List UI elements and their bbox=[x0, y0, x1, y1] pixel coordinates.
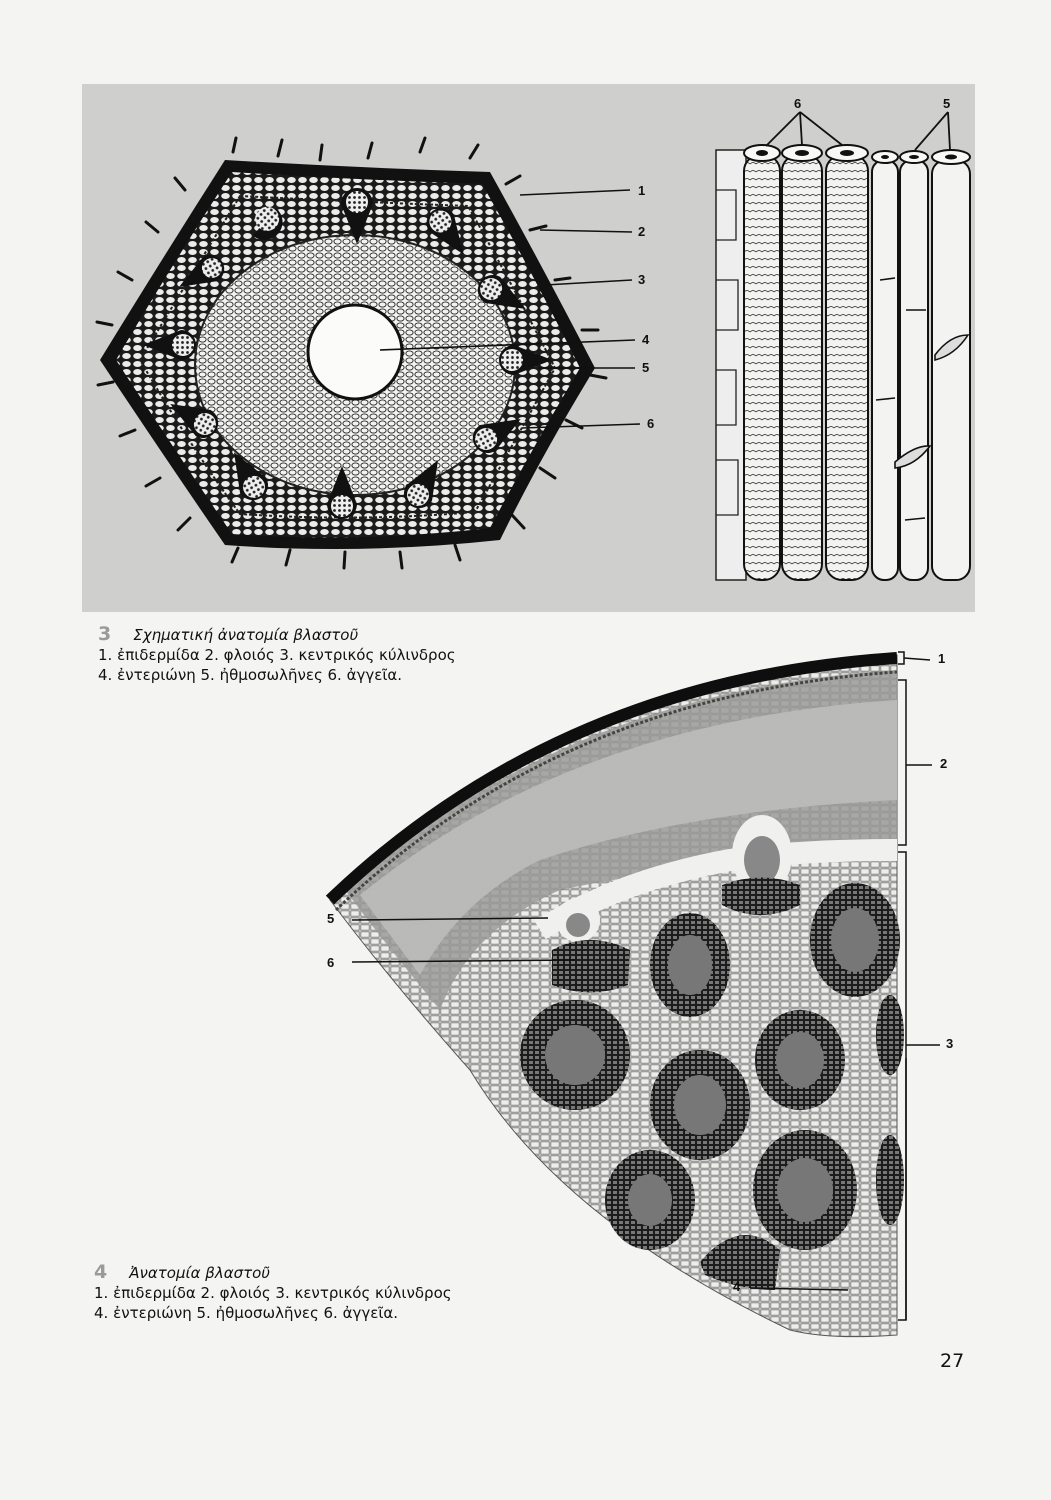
fig3-callout-3: 3 bbox=[638, 272, 646, 287]
figure4-legend-line2: 4. ἐντεριώνη 5. ἠθμοσωλῆνες 6. ἀγγεῖα. bbox=[94, 1304, 399, 1322]
fig4-callout-3: 3 bbox=[946, 1036, 954, 1051]
page-number: 27 bbox=[940, 1350, 965, 1372]
figure4-title: Ἀνατομία βλαστοῦ bbox=[129, 1264, 270, 1282]
pith-center bbox=[308, 305, 402, 399]
fig4-callout-4: 4 bbox=[733, 1279, 741, 1294]
fig4-callout-6: 6 bbox=[327, 955, 335, 970]
fig3-vessel-label-5: 5 bbox=[943, 96, 951, 111]
fig3-callout-4: 4 bbox=[642, 332, 650, 347]
fig4-callout-2: 2 bbox=[940, 756, 948, 771]
figure4-stem-quadrant-drawing bbox=[330, 655, 904, 1337]
vessels-longitudinal-drawing bbox=[716, 112, 970, 580]
figure3-number: 3 bbox=[98, 623, 112, 645]
fig3-callout-1: 1 bbox=[638, 183, 646, 198]
fig3-vessel-label-6: 6 bbox=[794, 96, 802, 111]
fig3-callout-2: 2 bbox=[638, 224, 646, 239]
figure3-title: Σχηματική ἀνατομία βλαστοῦ bbox=[133, 626, 359, 644]
figure4-legend-line1: 1. ἐπιδερμίδα 2. φλοιός 3. κεντρικός κύλινδρος bbox=[94, 1284, 452, 1302]
figure4-caption bbox=[94, 1262, 452, 1323]
fig4-callout-1: 1 bbox=[938, 651, 946, 666]
figure4-number: 4 bbox=[94, 1261, 108, 1283]
fig3-callout-5: 5 bbox=[642, 360, 650, 375]
figure3-legend-line2: 4. ἐντεριώνη 5. ἠθμοσωλῆνες 6. ἀγγεῖα. bbox=[98, 666, 403, 684]
fig3-callout-6: 6 bbox=[647, 416, 655, 431]
figure3-legend-line1: 1. ἐπιδερμίδα 2. φλοιός 3. κεντρικός κύλινδρος bbox=[98, 646, 456, 664]
fig4-callout-5: 5 bbox=[327, 911, 335, 926]
figure3-caption bbox=[98, 624, 456, 685]
